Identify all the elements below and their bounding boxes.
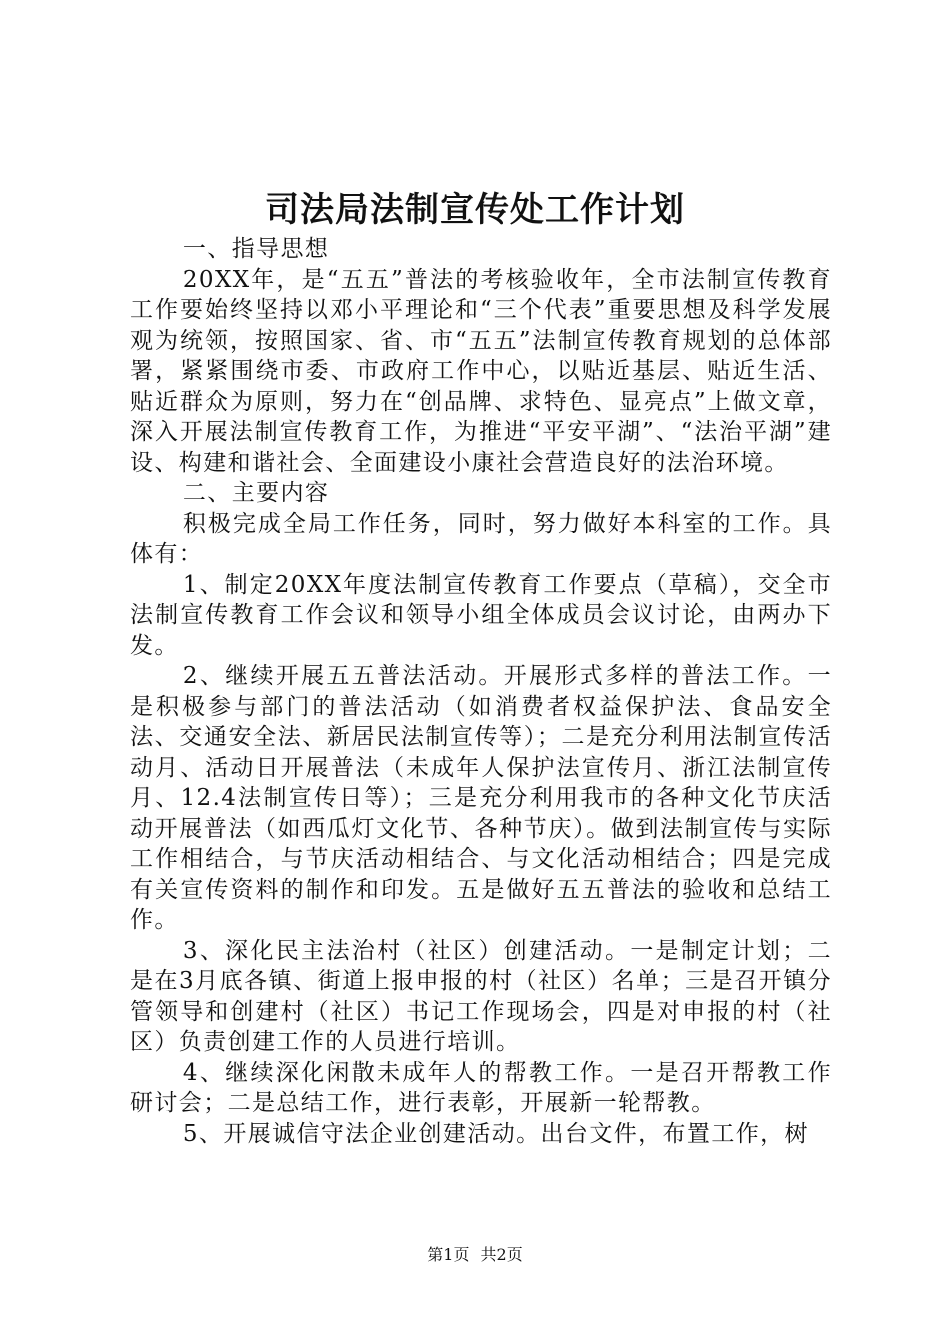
list-item: 2、继续开展五五普法活动。开展形式多样的普法工作。一是积极参与部门的普法活动（如消费者权益保护法、食品安全法、交通安全法、新居民法制宣传等）；二是充分利用法制宣传活动月、活动日开展普法（未成年人保护法宣传月、浙江法制宣传月、12.4法制宣传日等）；三是充分利用我市的各种文化节庆活动开展普法（如西瓜灯文化节、各种节庆）。做到法制宣传与实际工作相结合，与节庆活动相结合、与文化活动相结合；四是完成有关宣传资料的制作和印发。五是做好五五普法的验收和总结工作。 (130, 663, 832, 933)
list-item: 5、开展诚信守法企业创建活动。出台文件，布置工作，树 (182, 1120, 809, 1147)
page-footer (0, 1244, 950, 1266)
section-heading: 二、主要内容 (182, 480, 330, 506)
list-item: 1、制定20XX年度法制宣传教育工作要点（草稿），交全市法制宣传教育工作会议和领导小组全体成员会议讨论，由两办下发。 (130, 571, 832, 659)
section-heading: 一、指导思想 (182, 236, 330, 262)
document-title: 司法局法制宣传处工作计划 (265, 190, 685, 230)
body-paragraph: 积极完成全局工作任务，同时，努力做好本科室的工作。具体有： (130, 510, 832, 567)
list-item: 3、深化民主法治村（社区）创建活动。一是制定计划；二是在3月底各镇、街道上报申报的村（社区）名单；三是召开镇分管领导和创建村（社区）书记工作现场会，四是对申报的村（社区）负责创建工作的人员进行培训。 (130, 937, 832, 1055)
page-number: 第1页 (427, 1245, 470, 1264)
list-item: 4、继续深化闲散未成年人的帮教工作。一是召开帮教工作研讨会；二是总结工作，进行表彰，开展新一轮帮教。 (130, 1059, 832, 1116)
document-body (130, 234, 832, 1149)
page-total: 共2页 (480, 1245, 523, 1264)
body-paragraph: 20XX年，是“五五”普法的考核验收年，全市法制宣传教育工作要始终坚持以邓小平理论和“三个代表”重要思想及科学发展观为统领，按照国家、省、市“五五”法制宣传教育规划的总体部署，紧紧围绕市委、市政府工作中心，以贴近基层、贴近生活、贴近群众为原则，努力在“创品牌、求特色、显亮点”上做文章，深入开展法制宣传教育工作，为推进“平安平湖”、“法治平湖”建设、构建和谐社会、全面建设小康社会营造良好的法治环境。 (130, 266, 832, 476)
